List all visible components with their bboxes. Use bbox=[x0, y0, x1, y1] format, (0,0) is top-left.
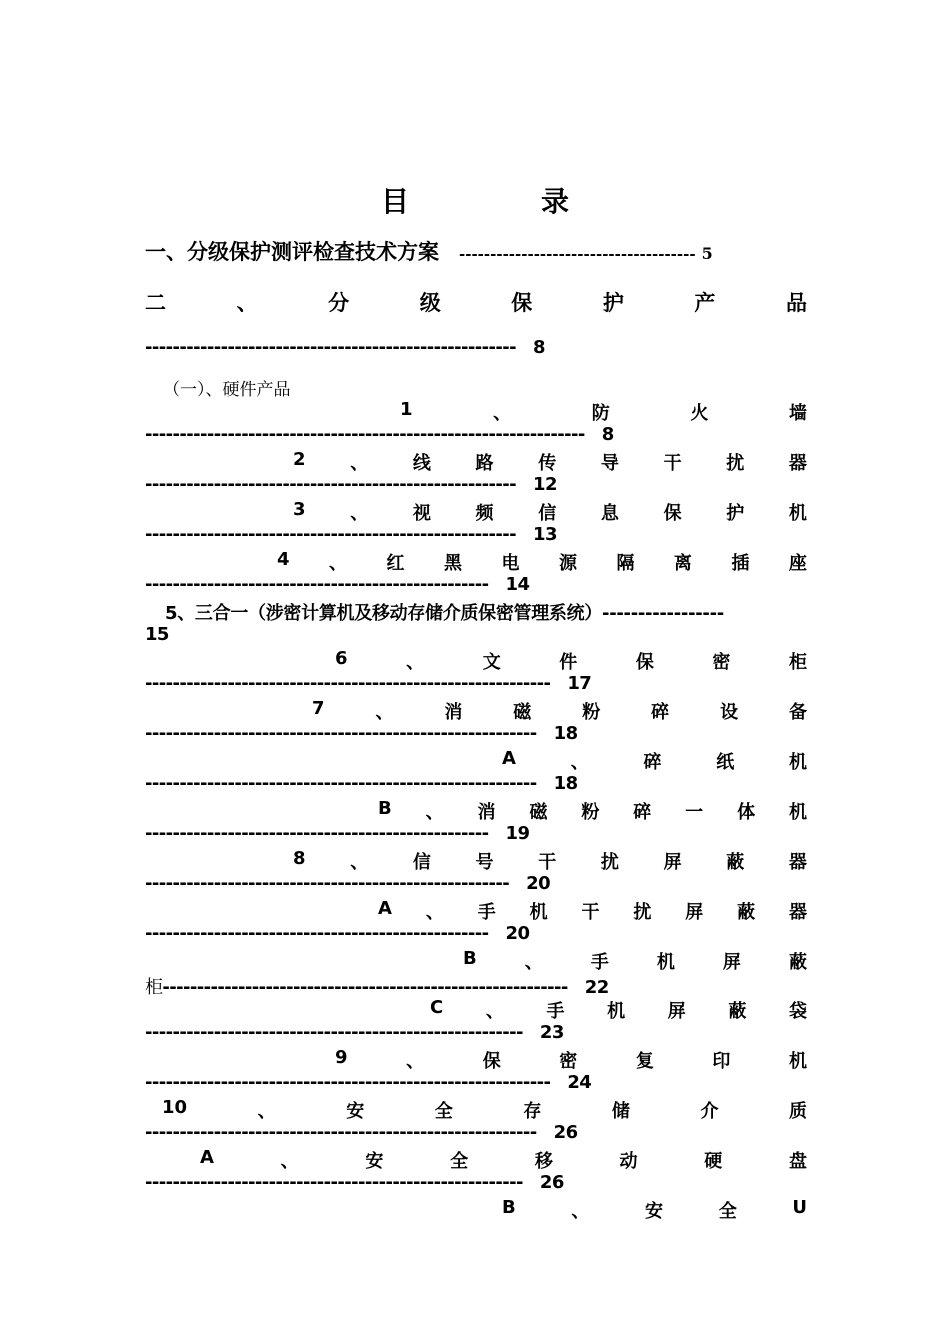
toc-char: 线 bbox=[412, 453, 431, 474]
toc-leader: -------------------------------------------------- bbox=[145, 823, 489, 844]
toc-char: 火 bbox=[690, 403, 709, 424]
toc-entry-h10b[interactable] bbox=[502, 1197, 807, 1223]
toc-char: 安 bbox=[645, 1201, 664, 1222]
toc-char: 屏 bbox=[722, 952, 741, 973]
toc-char: 移 bbox=[534, 1151, 553, 1172]
toc-char: 碎 bbox=[651, 702, 670, 723]
toc-entry-h7-leader bbox=[145, 723, 578, 744]
toc-char: 全 bbox=[718, 1201, 737, 1222]
toc-entry-h8[interactable] bbox=[293, 848, 807, 874]
toc-entry-h7a-page: 18 bbox=[553, 773, 578, 794]
toc-char: 机 bbox=[656, 952, 675, 973]
toc-char: 、 bbox=[406, 652, 425, 673]
toc-char: 文 bbox=[482, 652, 501, 673]
toc-char: 安 bbox=[346, 1101, 365, 1122]
toc-entry-h4-leader bbox=[145, 574, 529, 595]
toc-char: 袋 bbox=[788, 1001, 807, 1022]
toc-entry-h8a-page: 20 bbox=[505, 923, 530, 944]
toc-leader: ------------------------------------------------------ bbox=[145, 524, 517, 545]
toc-entry-h8a-leader bbox=[145, 923, 529, 944]
toc-char: 备 bbox=[788, 702, 807, 723]
toc-char: 器 bbox=[788, 902, 807, 923]
toc-entry-h8c-leader bbox=[145, 1022, 564, 1043]
toc-entry-h7-page: 18 bbox=[553, 723, 578, 744]
toc-char: 粉 bbox=[582, 702, 601, 723]
toc-char: 消 bbox=[477, 802, 496, 823]
toc-char: 碎 bbox=[633, 802, 652, 823]
toc-char: 、 bbox=[570, 752, 589, 773]
toc-char: 屏 bbox=[685, 902, 704, 923]
toc-entry-h4[interactable] bbox=[277, 549, 807, 575]
toc-char: 干 bbox=[663, 453, 682, 474]
toc-char: 视 bbox=[412, 503, 431, 524]
toc-char: 插 bbox=[731, 553, 750, 574]
toc-entry-h10a[interactable] bbox=[200, 1147, 807, 1173]
toc-char: 设 bbox=[720, 702, 739, 723]
toc-entry-2-page: 8 bbox=[533, 337, 545, 358]
toc-entry-h2[interactable] bbox=[293, 449, 807, 475]
toc-char: 频 bbox=[475, 503, 494, 524]
toc-entry-h4-page: 14 bbox=[505, 574, 530, 595]
toc-char: A bbox=[502, 748, 516, 769]
toc-char: 扰 bbox=[600, 852, 619, 873]
toc-subheading-hardware: （一）、硬件产品 bbox=[163, 380, 291, 400]
toc-char: 体 bbox=[737, 802, 756, 823]
toc-char: 保 bbox=[511, 291, 533, 315]
toc-char: 质 bbox=[789, 1101, 807, 1122]
toc-char: 件 bbox=[559, 652, 578, 673]
toc-char: 离 bbox=[673, 553, 692, 574]
toc-char: 储 bbox=[611, 1101, 630, 1122]
toc-char: 电 bbox=[501, 553, 520, 574]
toc-char: 墙 bbox=[788, 403, 807, 424]
toc-entry-h10-leader bbox=[145, 1122, 578, 1143]
toc-char: 磁 bbox=[529, 802, 548, 823]
toc-char: 、 bbox=[350, 453, 369, 474]
toc-char: 存 bbox=[523, 1101, 542, 1122]
toc-char: 、 bbox=[571, 1201, 590, 1222]
toc-char: 护 bbox=[602, 291, 624, 315]
toc-entry-h9-leader bbox=[145, 1072, 591, 1093]
toc-char: 、 bbox=[350, 852, 369, 873]
toc-entry-h1-page: 8 bbox=[601, 424, 614, 445]
toc-entry-2-leader bbox=[145, 337, 545, 358]
toc-char: 盘 bbox=[788, 1151, 807, 1172]
toc-char: 2 bbox=[293, 449, 306, 470]
toc-entry-h3[interactable] bbox=[293, 499, 807, 525]
toc-leader: --------------------------------------------------------- bbox=[145, 1122, 537, 1143]
toc-entry-h8c[interactable] bbox=[430, 997, 807, 1023]
toc-char: 隔 bbox=[616, 553, 635, 574]
toc-char: 息 bbox=[600, 503, 619, 524]
toc-char: 座 bbox=[788, 553, 807, 574]
toc-char: 密 bbox=[559, 1051, 578, 1072]
toc-char: 分 bbox=[328, 291, 350, 315]
toc-char: 扰 bbox=[633, 902, 652, 923]
toc-entry-h6-leader bbox=[145, 673, 591, 694]
toc-char: 、 bbox=[406, 1051, 425, 1072]
toc-entry-h2-page: 12 bbox=[533, 474, 557, 495]
toc-char: 柜 bbox=[789, 652, 807, 673]
toc-char: 印 bbox=[712, 1051, 731, 1072]
toc-char: 蔽 bbox=[788, 952, 807, 973]
toc-entry-h9-page: 24 bbox=[567, 1072, 592, 1093]
toc-char: 粉 bbox=[581, 802, 600, 823]
toc-char: B bbox=[502, 1197, 516, 1218]
toc-char: 密 bbox=[712, 652, 731, 673]
toc-char: 机 bbox=[789, 1051, 807, 1072]
toc-char: 手 bbox=[590, 952, 609, 973]
toc-leader: ----------------------------------------------------------- bbox=[145, 1072, 551, 1093]
toc-char: 、 bbox=[524, 952, 543, 973]
toc-entry-h7a-leader bbox=[145, 773, 578, 794]
toc-char: B bbox=[463, 948, 477, 969]
toc-char: 4 bbox=[277, 549, 290, 570]
toc-entry-h1-leader bbox=[145, 424, 614, 445]
toc-char: 9 bbox=[335, 1047, 348, 1068]
toc-entry-1-page: 5 bbox=[701, 244, 713, 263]
toc-char: 、 bbox=[257, 1101, 276, 1122]
toc-entry-1-leader: -------------------------------------- bbox=[459, 245, 696, 263]
toc-char: 手 bbox=[546, 1001, 565, 1022]
toc-char: C bbox=[430, 997, 444, 1018]
toc-char: 保 bbox=[482, 1051, 501, 1072]
toc-entry-h10-page: 26 bbox=[553, 1122, 578, 1143]
toc-char: 信 bbox=[412, 852, 431, 873]
toc-entry-h10a-leader bbox=[145, 1172, 564, 1193]
toc-char: 干 bbox=[538, 852, 557, 873]
toc-entry-h8b[interactable] bbox=[463, 948, 807, 974]
toc-entry-h8-leader bbox=[145, 873, 550, 894]
toc-char: 品 bbox=[785, 291, 807, 315]
toc-entry-h6[interactable] bbox=[335, 648, 807, 674]
toc-char: 碎 bbox=[643, 752, 662, 773]
toc-char: 手 bbox=[477, 902, 496, 923]
toc-leader: --------------------------------------------------------- bbox=[145, 723, 537, 744]
toc-char: 路 bbox=[475, 453, 494, 474]
toc-char: 黑 bbox=[443, 553, 462, 574]
toc-entry-h3-leader bbox=[145, 524, 557, 545]
toc-char: 号 bbox=[475, 852, 494, 873]
toc-leader: -------------------------------------------------- bbox=[145, 574, 489, 595]
toc-char: 护 bbox=[726, 503, 745, 524]
toc-char: 机 bbox=[607, 1001, 626, 1022]
toc-entry-h10[interactable] bbox=[162, 1097, 807, 1123]
toc-char: 保 bbox=[635, 652, 654, 673]
toc-char: 机 bbox=[789, 752, 807, 773]
toc-entry-h8b-leader bbox=[145, 973, 609, 999]
toc-char: 、 bbox=[236, 291, 258, 315]
toc-char: 磁 bbox=[513, 702, 532, 723]
toc-entry-h8b-page: 22 bbox=[584, 977, 609, 998]
toc-char: 、 bbox=[329, 553, 348, 574]
toc-entry-h6-page: 17 bbox=[567, 673, 592, 694]
toc-char: 干 bbox=[581, 902, 600, 923]
toc-leader: ----------------------------------------------------- bbox=[145, 873, 510, 894]
toc-entry-h5-page: 15 bbox=[145, 624, 169, 645]
toc-char: 、 bbox=[350, 503, 369, 524]
toc-leader: ------------------------------------------------------ bbox=[145, 337, 517, 358]
toc-char: 器 bbox=[788, 852, 807, 873]
toc-char: 7 bbox=[312, 698, 325, 719]
toc-entry-h2-leader bbox=[145, 474, 557, 495]
toc-char: 动 bbox=[619, 1151, 638, 1172]
toc-char: U bbox=[792, 1197, 807, 1218]
toc-char: 二 bbox=[145, 291, 166, 315]
toc-char: 传 bbox=[538, 453, 557, 474]
toc-char: 级 bbox=[419, 291, 441, 315]
toc-entry-2[interactable] bbox=[145, 287, 807, 317]
toc-entry-h10a-page: 26 bbox=[539, 1172, 564, 1193]
toc-title: 目 录 bbox=[380, 185, 621, 218]
toc-char: 信 bbox=[538, 503, 557, 524]
toc-char: 蔽 bbox=[726, 852, 745, 873]
toc-entry-h7b-page: 19 bbox=[505, 823, 530, 844]
toc-char: 、 bbox=[493, 403, 512, 424]
toc-char: 蔽 bbox=[728, 1001, 747, 1022]
toc-char: 介 bbox=[700, 1101, 719, 1122]
toc-entry-h8c-page: 23 bbox=[539, 1022, 564, 1043]
toc-char: 3 bbox=[293, 499, 306, 520]
toc-entry-h9[interactable] bbox=[335, 1047, 807, 1073]
toc-char: 防 bbox=[591, 403, 610, 424]
toc-char: 消 bbox=[444, 702, 463, 723]
toc-char: 一 bbox=[685, 802, 704, 823]
toc-char: B bbox=[378, 798, 392, 819]
toc-entry-h3-page: 13 bbox=[533, 524, 557, 545]
toc-entry-h5-text: 5、三合一（涉密计算机及移动存储介质保密管理系统）----------------- bbox=[165, 603, 724, 624]
toc-leader: ----------------------------------------------------------- bbox=[145, 673, 551, 694]
toc-char: 屏 bbox=[667, 1001, 686, 1022]
toc-char: 1 bbox=[400, 399, 413, 420]
toc-char: 屏 bbox=[663, 852, 682, 873]
toc-char: 机 bbox=[788, 802, 807, 823]
toc-entry-h7b-leader bbox=[145, 823, 529, 844]
toc-char: 硬 bbox=[704, 1151, 723, 1172]
toc-entry-h5[interactable] bbox=[165, 599, 810, 625]
toc-char: 产 bbox=[694, 291, 716, 315]
toc-char: 、 bbox=[425, 802, 444, 823]
toc-entry-h8-page: 20 bbox=[526, 873, 551, 894]
toc-char: 纸 bbox=[716, 752, 735, 773]
toc-entry-1[interactable] bbox=[145, 236, 810, 266]
toc-char: 全 bbox=[434, 1101, 453, 1122]
toc-leader: ------------------------------------------------------ bbox=[145, 474, 517, 495]
toc-leader: --------------------------------------------------------- bbox=[145, 773, 537, 794]
toc-char: 8 bbox=[293, 848, 306, 869]
toc-char: 、 bbox=[280, 1151, 299, 1172]
toc-leader: ----------------------------------------------------------- bbox=[162, 977, 568, 998]
toc-entry-1-text: 一、分级保护测评检查技术方案 bbox=[145, 239, 439, 264]
toc-char: 机 bbox=[788, 503, 807, 524]
toc-entry-h7b[interactable] bbox=[378, 798, 807, 824]
toc-char: 安 bbox=[365, 1151, 384, 1172]
toc-char: 蔽 bbox=[737, 902, 756, 923]
toc-entry-h7[interactable] bbox=[312, 698, 807, 724]
toc-leader: ------------------------------------------------------- bbox=[145, 1022, 523, 1043]
toc-char: 10 bbox=[162, 1097, 188, 1118]
toc-char: 、 bbox=[485, 1001, 504, 1022]
toc-char: 机 bbox=[529, 902, 548, 923]
toc-char: 源 bbox=[558, 553, 577, 574]
toc-entry-h1[interactable] bbox=[400, 399, 807, 425]
toc-char: 全 bbox=[450, 1151, 469, 1172]
toc-char: A bbox=[200, 1147, 214, 1168]
toc-leader: ------------------------------------------------------- bbox=[145, 1172, 523, 1193]
toc-char: 扰 bbox=[726, 453, 745, 474]
toc-leader: ---------------------------------------------------------------- bbox=[145, 424, 585, 445]
toc-entry-h8a[interactable] bbox=[378, 898, 807, 924]
toc-leader: -------------------------------------------------- bbox=[145, 923, 489, 944]
toc-entry-h7a[interactable] bbox=[502, 748, 807, 774]
toc-char: 红 bbox=[386, 553, 405, 574]
toc-char: 6 bbox=[335, 648, 348, 669]
toc-entry-h8b-prefix: 柜 bbox=[145, 977, 163, 998]
toc-char: 、 bbox=[425, 902, 444, 923]
toc-char: 保 bbox=[663, 503, 682, 524]
toc-char: 器 bbox=[788, 453, 807, 474]
toc-char: 导 bbox=[600, 453, 619, 474]
toc-char: A bbox=[378, 898, 392, 919]
toc-char: 、 bbox=[375, 702, 394, 723]
toc-char: 复 bbox=[635, 1051, 654, 1072]
